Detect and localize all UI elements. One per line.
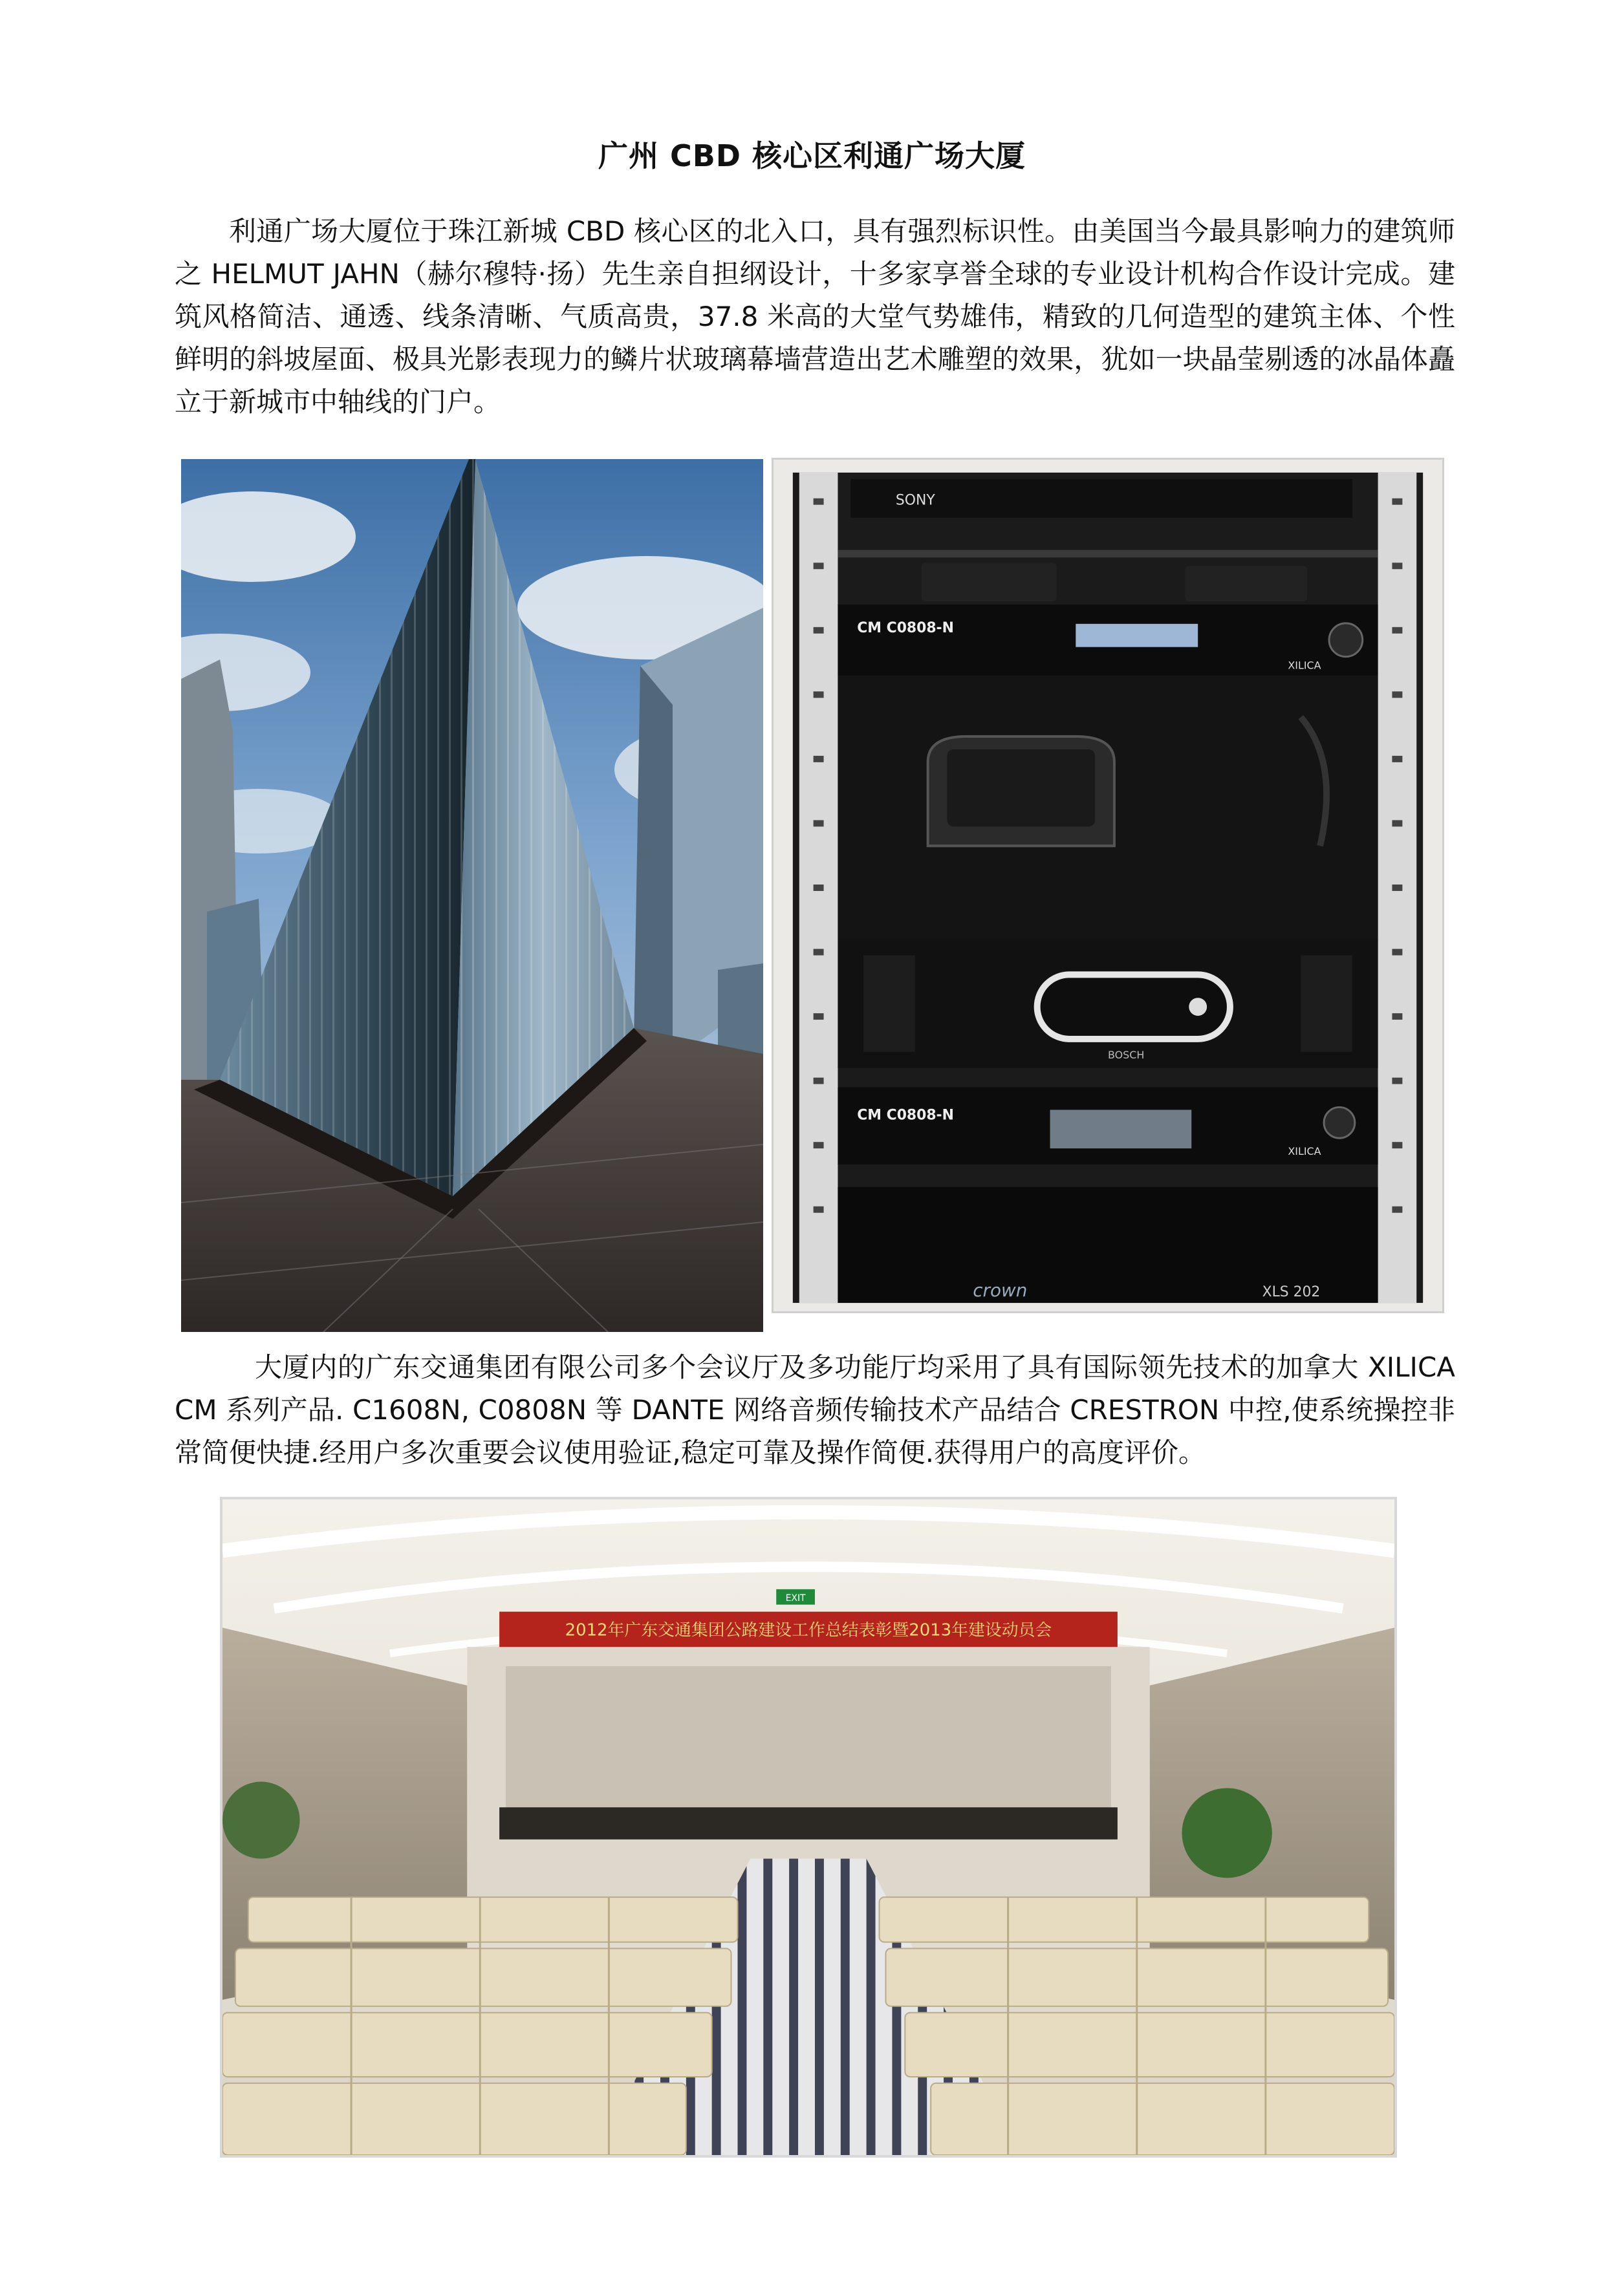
meeting-hall-photo (220, 1497, 1397, 2158)
rack-sony-label: SONY (895, 492, 935, 509)
rack-crown-brand: crown (973, 1280, 1028, 1302)
rack-crown-model: XLS 202 (1262, 1284, 1321, 1301)
tower-photo (181, 459, 763, 1332)
project-paragraph: 大厦内的广东交通集团有限公司多个会议厅及多功能厅均采用了具有国际领先技术的加拿大 XILICA CM 系列产品. C1608N, C0808N 等 DANTE 网络音频传输技术产品结合 CRESTRON 中控,使系统操控非常简便快捷.经用户多次重要会议使用验证,稳定可靠及操作简便.获得用户的高度评价。 (175, 1351, 1455, 1468)
intro-paragraph: 利通广场大厦位于珠江新城 CBD 核心区的北入口，具有强烈标识性。由美国当今最具影响力的建筑师之 HELMUT JAHN（赫尔穆特·扬）先生亲自担纲设计，十多家享誉全球的专业设计机构合作设计完成。建筑风格简洁、通透、线条清晰、气质高贵，37.8 米高的大堂气势雄伟，精致的几何造型的建筑主体、个性鲜明的斜坡屋面、极具光影表现力的鳞片状玻璃幕墙营造出艺术雕塑的效果，犹如一块晶莹剔透的冰晶体矗立于新城市中轴线的门户。 (175, 215, 1455, 418)
rack-amp-brand: BOSCH (1108, 1048, 1145, 1061)
equipment-rack-photo (772, 458, 1444, 1313)
hall-banner-text: 2012年广东交通集团公路建设工作总结表彰暨2013年建设动员会 (565, 1620, 1052, 1640)
rack-device1-model: CM C0808-N (857, 619, 954, 636)
exit-sign: EXIT (785, 1593, 806, 1604)
rack-device2-model: CM C0808-N (857, 1107, 954, 1124)
page-title: 广州 CBD 核心区利通广场大厦 (598, 138, 1026, 173)
rack-device1-brand: XILICA (1288, 659, 1321, 672)
rack-device2-brand: XILICA (1288, 1145, 1321, 1158)
